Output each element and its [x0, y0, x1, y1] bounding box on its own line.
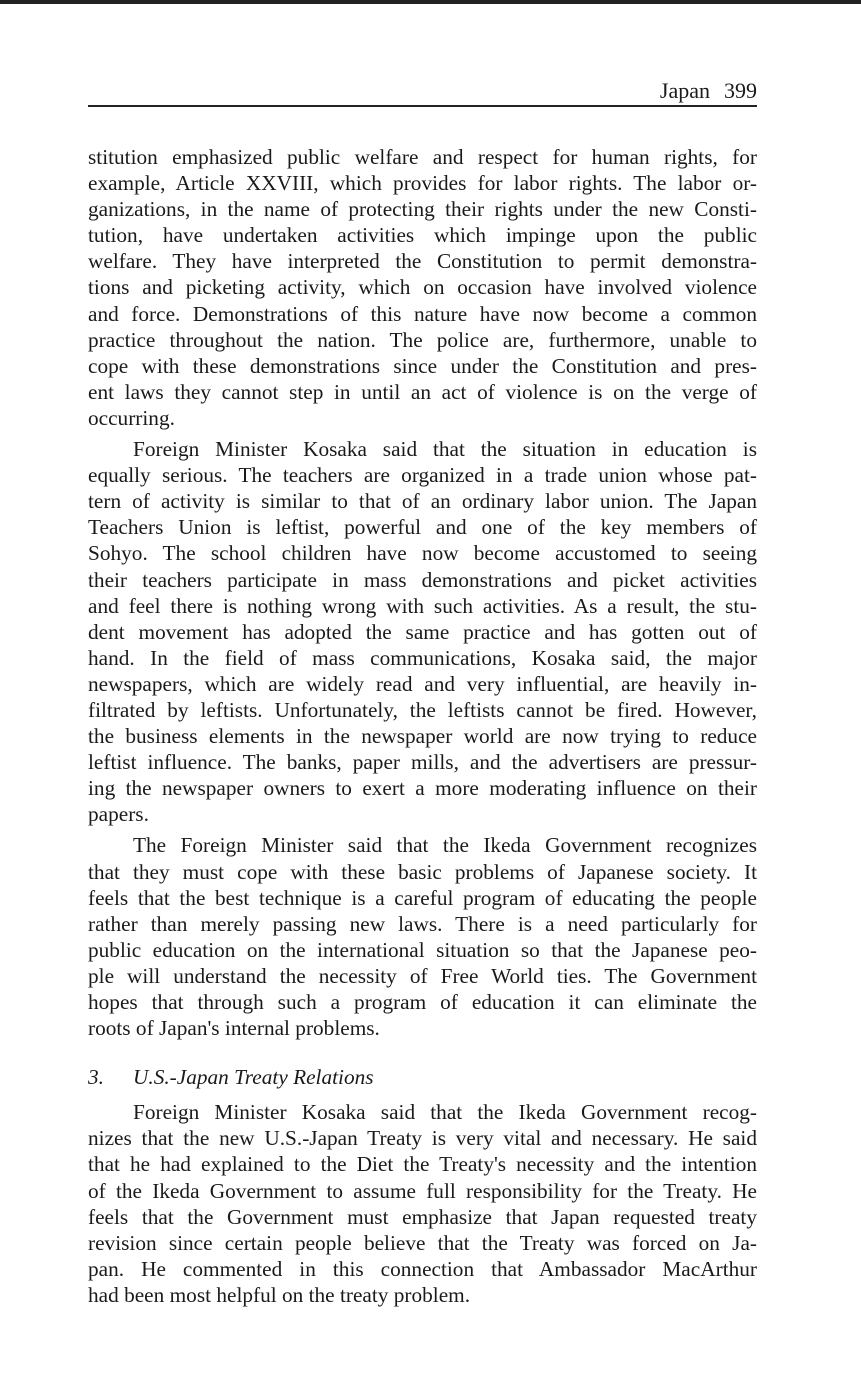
text-line: and force. Demonstrations of this nature have now become a common — [88, 301, 757, 326]
paragraphs-before-heading — [88, 144, 757, 1041]
page-body — [88, 144, 757, 1308]
text-line: the business elements in the newspaper world are now trying to reduce — [88, 724, 757, 749]
text-line: dent movement has adopted the same practice and has gotten out of — [88, 619, 757, 644]
text-line: had been most helpful on the treaty problem. — [88, 1282, 471, 1307]
paragraph — [88, 1099, 757, 1308]
text-line: roots of Japan's internal problems. — [88, 1016, 380, 1041]
text-line: cope with these demonstrations since under the Constitution and pres- — [88, 353, 757, 378]
text-line: nizes that the new U.S.-Japan Treaty is very vital and necessary. He said — [88, 1126, 757, 1151]
text-line: example, Article XXVIII, which provides for labor rights. The labor or- — [88, 171, 757, 196]
page-number: 399 — [724, 78, 757, 103]
text-line: filtrated by leftists. Unfortunately, the leftists cannot be fired. However, — [88, 697, 757, 722]
text-line: tern of activity is similar to that of an ordinary labor union. The Japan — [88, 489, 757, 514]
text-line: feels that the Government must emphasize that Japan requested treaty — [88, 1204, 757, 1229]
section-title: U.S.-Japan Treaty Relations — [133, 1065, 374, 1090]
text-line: Foreign Minister Kosaka said that the situation in education is — [133, 437, 757, 462]
text-line: hand. In the field of mass communications, Kosaka said, the major — [88, 645, 757, 670]
running-header — [88, 78, 757, 104]
header-section-title: Japan — [659, 78, 710, 103]
section-number: 3. — [88, 1065, 104, 1090]
text-line: revision since certain people believe that the Treaty was forced on Ja- — [88, 1230, 757, 1255]
scan-top-border — [0, 0, 861, 4]
text-line: their teachers participate in mass demonstrations and picket activities — [88, 567, 757, 592]
text-line: tions and picketing activity, which on occasion have involved violence — [88, 275, 757, 300]
section-heading — [88, 1064, 757, 1090]
text-line: welfare. They have interpreted the Constitution to permit demonstra- — [88, 249, 757, 274]
text-line: ent laws they cannot step in until an act of violence is on the verge of — [88, 379, 757, 404]
text-line: papers. — [88, 802, 149, 827]
text-line: rather than merely passing new laws. There is a need particularly for — [88, 911, 757, 936]
text-line: tution, have undertaken activities which impinge upon the public — [88, 223, 757, 248]
text-line: pan. He commented in this connection that Ambassador MacArthur — [88, 1256, 757, 1281]
text-line: Sohyo. The school children have now become accustomed to seeing — [88, 541, 757, 566]
paragraph — [88, 832, 757, 1041]
header-rule — [88, 105, 757, 107]
paragraphs-after-heading — [88, 1099, 757, 1308]
paragraph — [88, 436, 757, 827]
text-line: Teachers Union is leftist, powerful and one of the key members of — [88, 515, 757, 540]
text-line: The Foreign Minister said that the Ikeda Government recognizes — [133, 833, 757, 858]
text-line: stitution emphasized public welfare and respect for human rights, for — [88, 145, 757, 169]
text-line: occurring. — [88, 405, 175, 430]
text-line: equally serious. The teachers are organized in a trade union whose pat- — [88, 463, 757, 488]
text-line: ganizations, in the name of protecting their rights under the new Consti- — [88, 197, 757, 222]
text-line: ing the newspaper owners to exert a more moderating influence on their — [88, 776, 757, 801]
text-line: and feel there is nothing wrong with such activities. As a result, the stu- — [88, 593, 757, 618]
text-line: public education on the international situation so that the Japanese peo- — [88, 937, 757, 962]
text-line: of the Ikeda Government to assume full responsibility for the Treaty. He — [88, 1178, 757, 1203]
text-line: leftist influence. The banks, paper mills, and the advertisers are pressur- — [88, 750, 757, 775]
text-line: practice throughout the nation. The police are, furthermore, unable to — [88, 327, 757, 352]
text-line: hopes that through such a program of education it can eliminate the — [88, 990, 757, 1014]
text-line: feels that the best technique is a careful program of educating the people — [88, 885, 757, 910]
text-line: that he had explained to the Diet the Treaty's necessity and the intention — [88, 1152, 757, 1177]
text-line: Foreign Minister Kosaka said that the Ikeda Government recog- — [133, 1100, 757, 1125]
paragraph — [88, 144, 757, 431]
text-line: that they must cope with these basic problems of Japanese society. It — [88, 859, 757, 884]
text-line: newspapers, which are widely read and very influential, are heavily in- — [88, 671, 757, 696]
text-line: ple will understand the necessity of Free World ties. The Government — [88, 963, 757, 988]
